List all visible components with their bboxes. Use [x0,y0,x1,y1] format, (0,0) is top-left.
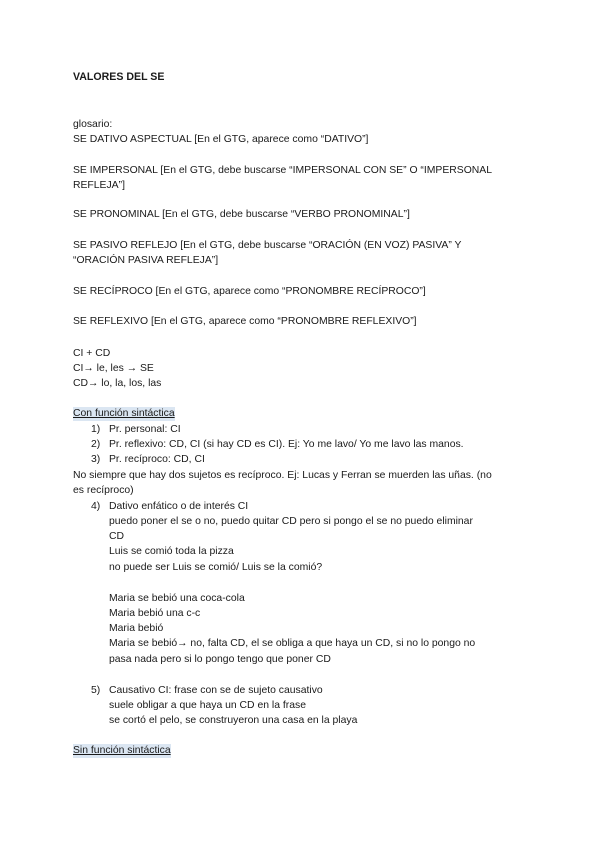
list-detail: puedo poner el se o no, puedo quitar CD pero si pongo el se no puedo eliminar [109,516,473,527]
list-item: Causativo CI: frase con se de sujeto causativo [109,685,323,696]
glossary-entry: REFLEJA”] [73,180,125,191]
glossary-label: glosario: [73,119,113,130]
glossary-entry: SE PASIVO REFLEJO [En el GTG, debe buscarse “ORACIÓN (EN VOZ) PASIVA” Y [73,240,462,251]
glossary-entry: SE REFLEXIVO [En el GTG, aparece como “PRONOMBRE REFLEXIVO”] [73,316,417,327]
list-number: 4) [91,501,101,512]
rule-line: CI + CD [73,348,111,359]
list-number: 5) [91,685,101,696]
note-line: es recíproco) [73,485,134,496]
glossary-entry: SE DATIVO ASPECTUAL [En el GTG, aparece como “DATIVO”] [73,134,369,145]
list-number: 2) [91,439,101,450]
list-detail: Maria bebió una c-c [109,608,201,619]
glossary-entry: “ORACIÓN PASIVA REFLEJA”] [73,255,219,266]
list-item: Dativo enfático o de interés CI [109,501,249,512]
section-heading-sin-funcion: Sin función sintáctica [73,745,171,756]
note-line: No siempre que hay dos sujetos es recíproco. Ej: Lucas y Ferran se muerden las uñas. (no [73,470,492,481]
glossary-entry: SE RECÍPROCO [En el GTG, aparece como “PRONOMBRE RECÍPROCO”] [73,286,426,297]
list-detail: suele obligar a que haya un CD en la frase [109,700,306,711]
list-item: Pr. personal: CI [109,424,181,435]
list-detail: se cortó el pelo, se construyeron una casa en la playa [109,715,358,726]
glossary-entry: SE IMPERSONAL [En el GTG, debe buscarse “IMPERSONAL CON SE” O “IMPERSONAL [73,165,493,176]
rule-line: CD→ lo, la, los, las [73,378,162,389]
list-detail: no puede ser Luis se comió/ Luis se la comió? [109,562,323,573]
list-detail: Luis se comió toda la pizza [109,546,234,557]
list-number: 3) [91,454,101,465]
list-item: Pr. recíproco: CD, CI [109,454,205,465]
list-detail: Maria bebió [109,623,164,634]
section-heading-con-funcion: Con función sintáctica [73,408,175,419]
rule-line: CI→ le, les → SE [73,363,154,374]
list-detail: pasa nada pero si lo pongo tengo que poner CD [109,654,331,665]
list-detail: Maria se bebió una coca-cola [109,593,245,604]
list-number: 1) [91,424,101,435]
glossary-entry: SE PRONOMINAL [En el GTG, debe buscarse “VERBO PRONOMINAL”] [73,209,410,220]
list-item: Pr. reflexivo: CD, CI (si hay CD es CI). Ej: Yo me lavo/ Yo me lavo las manos. [109,439,464,450]
doc-title: VALORES DEL SE [73,71,165,83]
list-detail: CD [109,531,125,542]
list-detail: Maria se bebió→ no, falta CD, el se obliga a que haya un CD, si no lo pongo no [109,638,476,649]
